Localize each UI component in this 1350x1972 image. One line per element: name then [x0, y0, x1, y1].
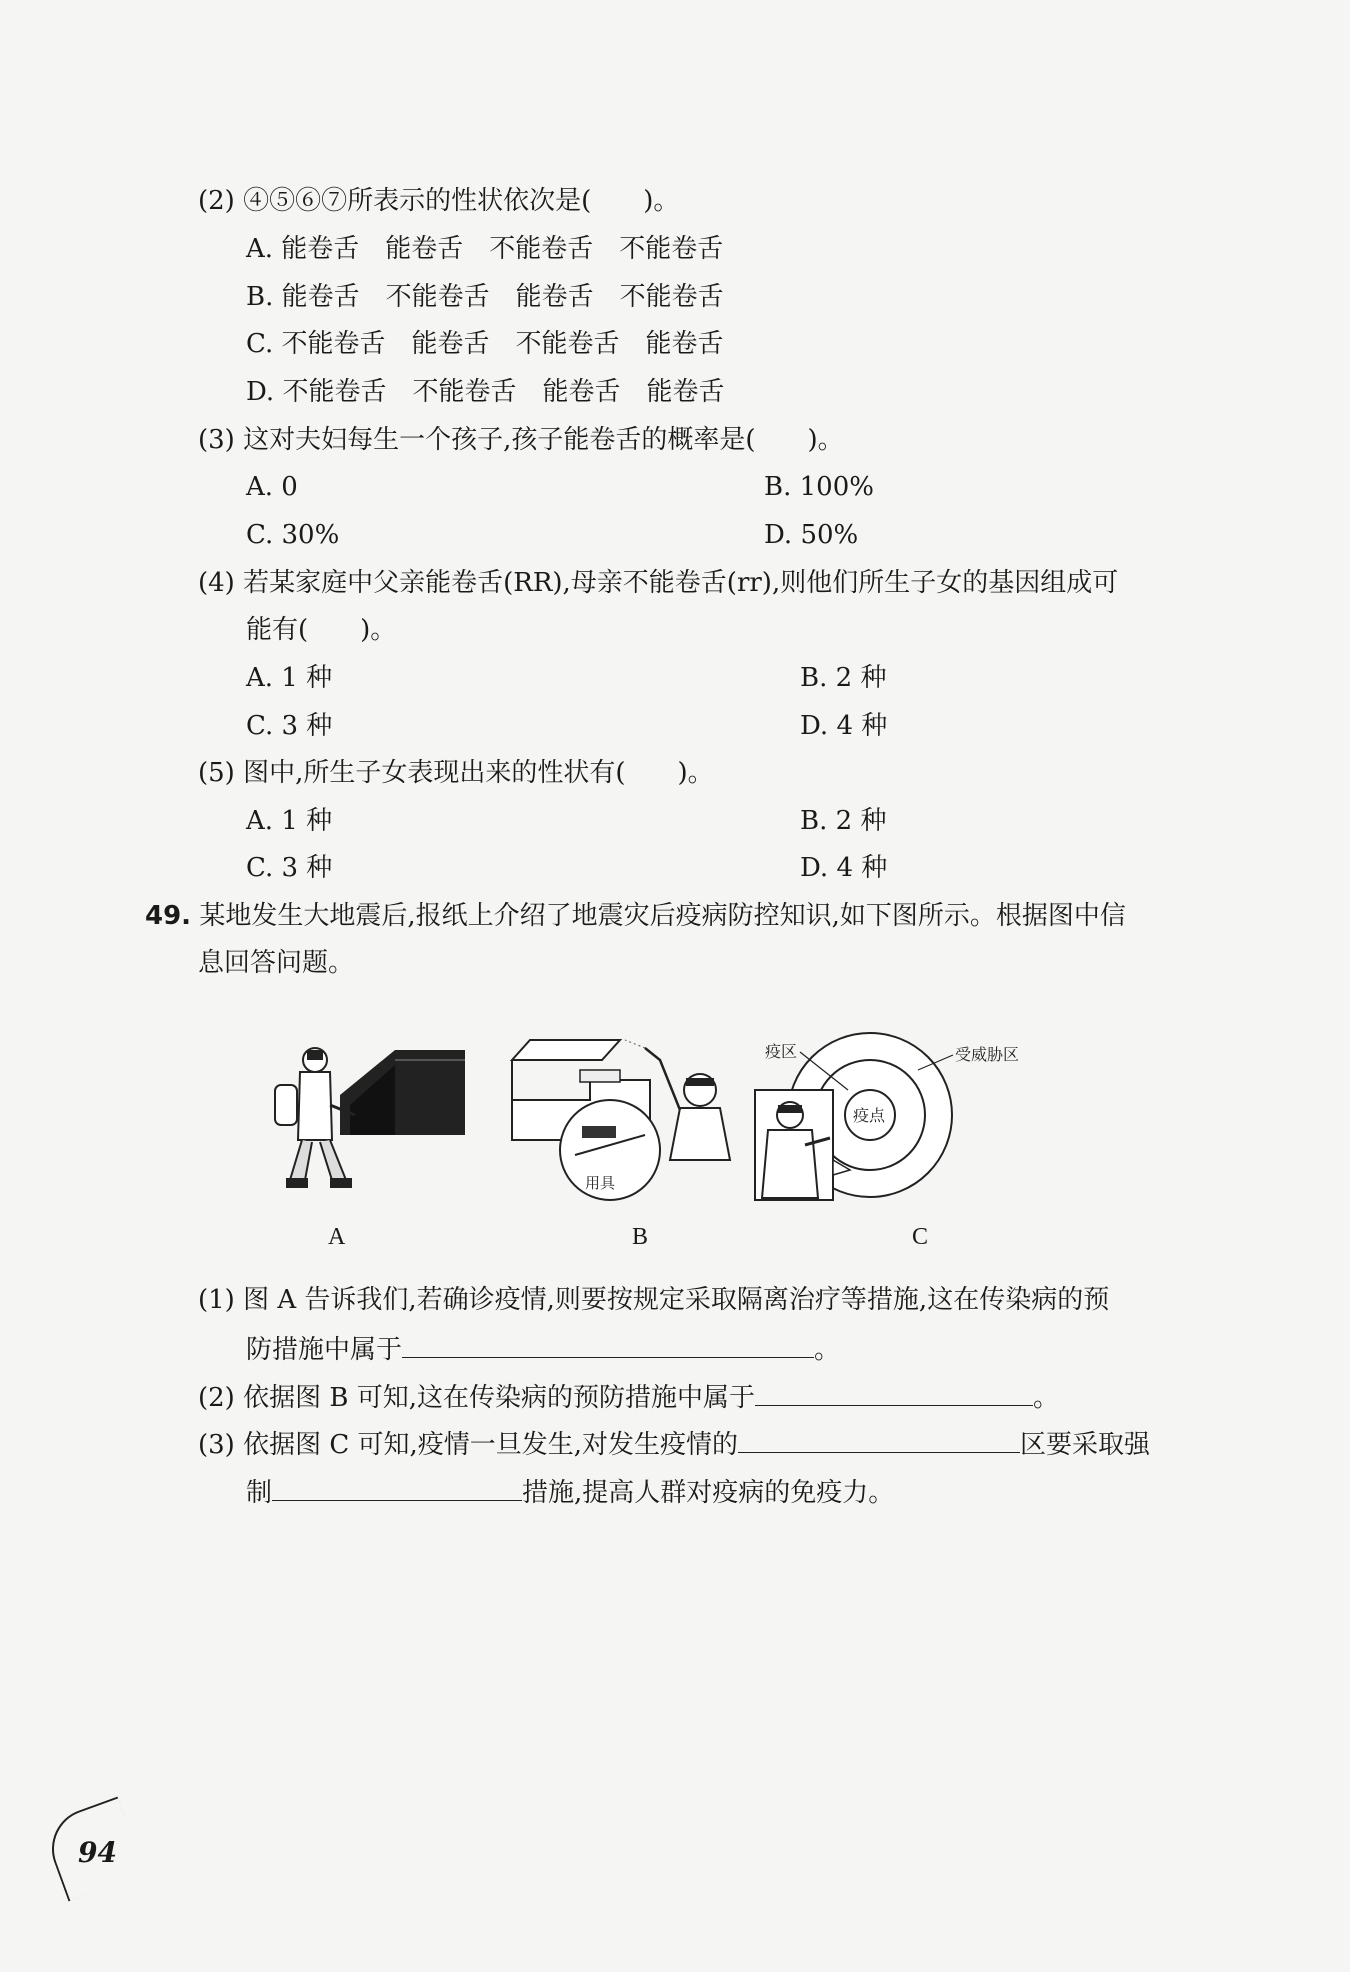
- q2-option-b: B. 能卷舌 不能卷舌 能卷舌 不能卷舌: [246, 282, 724, 312]
- q2-option-d: D. 不能卷舌 不能卷舌 能卷舌 能卷舌: [246, 377, 725, 407]
- label-yidian: 疫点: [853, 1106, 886, 1125]
- q3-stem: (3) 这对夫妇每生一个孩子,孩子能卷舌的概率是( )。: [198, 425, 844, 455]
- q49-sub2-end: 。: [1033, 1383, 1060, 1413]
- q49-sub3-line2: [246, 1474, 894, 1510]
- q5-option-b: B. 2 种: [800, 806, 887, 836]
- q2-option-a: A. 能卷舌 能卷舌 不能卷舌 不能卷舌: [246, 234, 724, 264]
- q2-option-c: C. 不能卷舌 能卷舌 不能卷舌 能卷舌: [246, 329, 724, 359]
- answer-blank-3[interactable]: [738, 1426, 1020, 1453]
- q4-option-c: C. 3 种: [246, 711, 333, 741]
- q49-sub2-text: (2) 依据图 B 可知,这在传染病的预防措施中属于: [198, 1383, 755, 1413]
- figure-c-epidemic-zones: [755, 1033, 1019, 1200]
- q4-option-b: B. 2 种: [800, 663, 887, 693]
- q49-sub2: [198, 1379, 1059, 1415]
- q49-sub3-line1: [198, 1426, 1150, 1462]
- figure-caption-b: B: [632, 1224, 649, 1250]
- q49-sub3-mid: 区要采取强: [1020, 1430, 1151, 1460]
- figure-caption-a: A: [328, 1224, 346, 1250]
- figure-caption-c: C: [912, 1224, 929, 1250]
- q49-sub1-text: 防措施中属于: [246, 1335, 403, 1365]
- label-yongju: 用具: [585, 1174, 616, 1192]
- q2-stem: (2) ④⑤⑥⑦所表示的性状依次是( )。: [198, 186, 680, 216]
- q3-option-c: C. 30%: [246, 520, 340, 550]
- q4-stem-line1: (4) 若某家庭中父亲能卷舌(RR),母亲不能卷舌(rr),则他们所生子女的基因组成可: [198, 568, 1119, 598]
- q5-option-d: D. 4 种: [800, 853, 888, 883]
- q49-stem-line1: [145, 899, 1126, 933]
- label-shouweixie: 受威胁区: [955, 1045, 1020, 1064]
- q49-sub3-start: 制: [246, 1478, 273, 1508]
- q49-sub1-end: 。: [814, 1335, 841, 1365]
- q4-option-d: D. 4 种: [800, 711, 888, 741]
- q49-sub1-line2: [246, 1331, 840, 1367]
- q3-option-a: A. 0: [246, 472, 298, 502]
- q4-stem-line2: 能有( )。: [246, 615, 397, 645]
- figure-b-disinfecting: [512, 1040, 730, 1200]
- q5-option-c: C. 3 种: [246, 853, 333, 883]
- q3-option-b: B. 100%: [764, 472, 874, 502]
- answer-blank-4[interactable]: [272, 1474, 522, 1501]
- q49-stem-line2: 息回答问题。: [198, 948, 355, 978]
- q4-option-a: A. 1 种: [246, 663, 333, 693]
- q49-number: 49.: [145, 901, 192, 931]
- q5-stem: (5) 图中,所生子女表现出来的性状有( )。: [198, 758, 714, 788]
- label-yiqu: 疫区: [765, 1042, 798, 1061]
- q5-option-a: A. 1 种: [246, 806, 333, 836]
- figure-a-spraying-worker: [275, 1048, 465, 1188]
- page-number: 94: [78, 1836, 117, 1869]
- q49-sub3-text: (3) 依据图 C 可知,疫情一旦发生,对发生疫情的: [198, 1430, 739, 1460]
- q3-option-d: D. 50%: [764, 520, 859, 550]
- answer-blank-2[interactable]: [755, 1379, 1033, 1406]
- q49-sub3-end: 措施,提高人群对疫病的免疫力。: [522, 1478, 895, 1508]
- answer-blank-1[interactable]: [402, 1331, 814, 1358]
- q49-sub1-line1: (1) 图 A 告诉我们,若确诊疫情,则要按规定采取隔离治疗等措施,这在传染病的预: [198, 1285, 1110, 1315]
- q49-stem-text: 某地发生大地震后,报纸上介绍了地震灾后疫病防控知识,如下图所示。根据图中信: [199, 901, 1126, 931]
- epidemic-prevention-figure: [250, 1030, 1050, 1230]
